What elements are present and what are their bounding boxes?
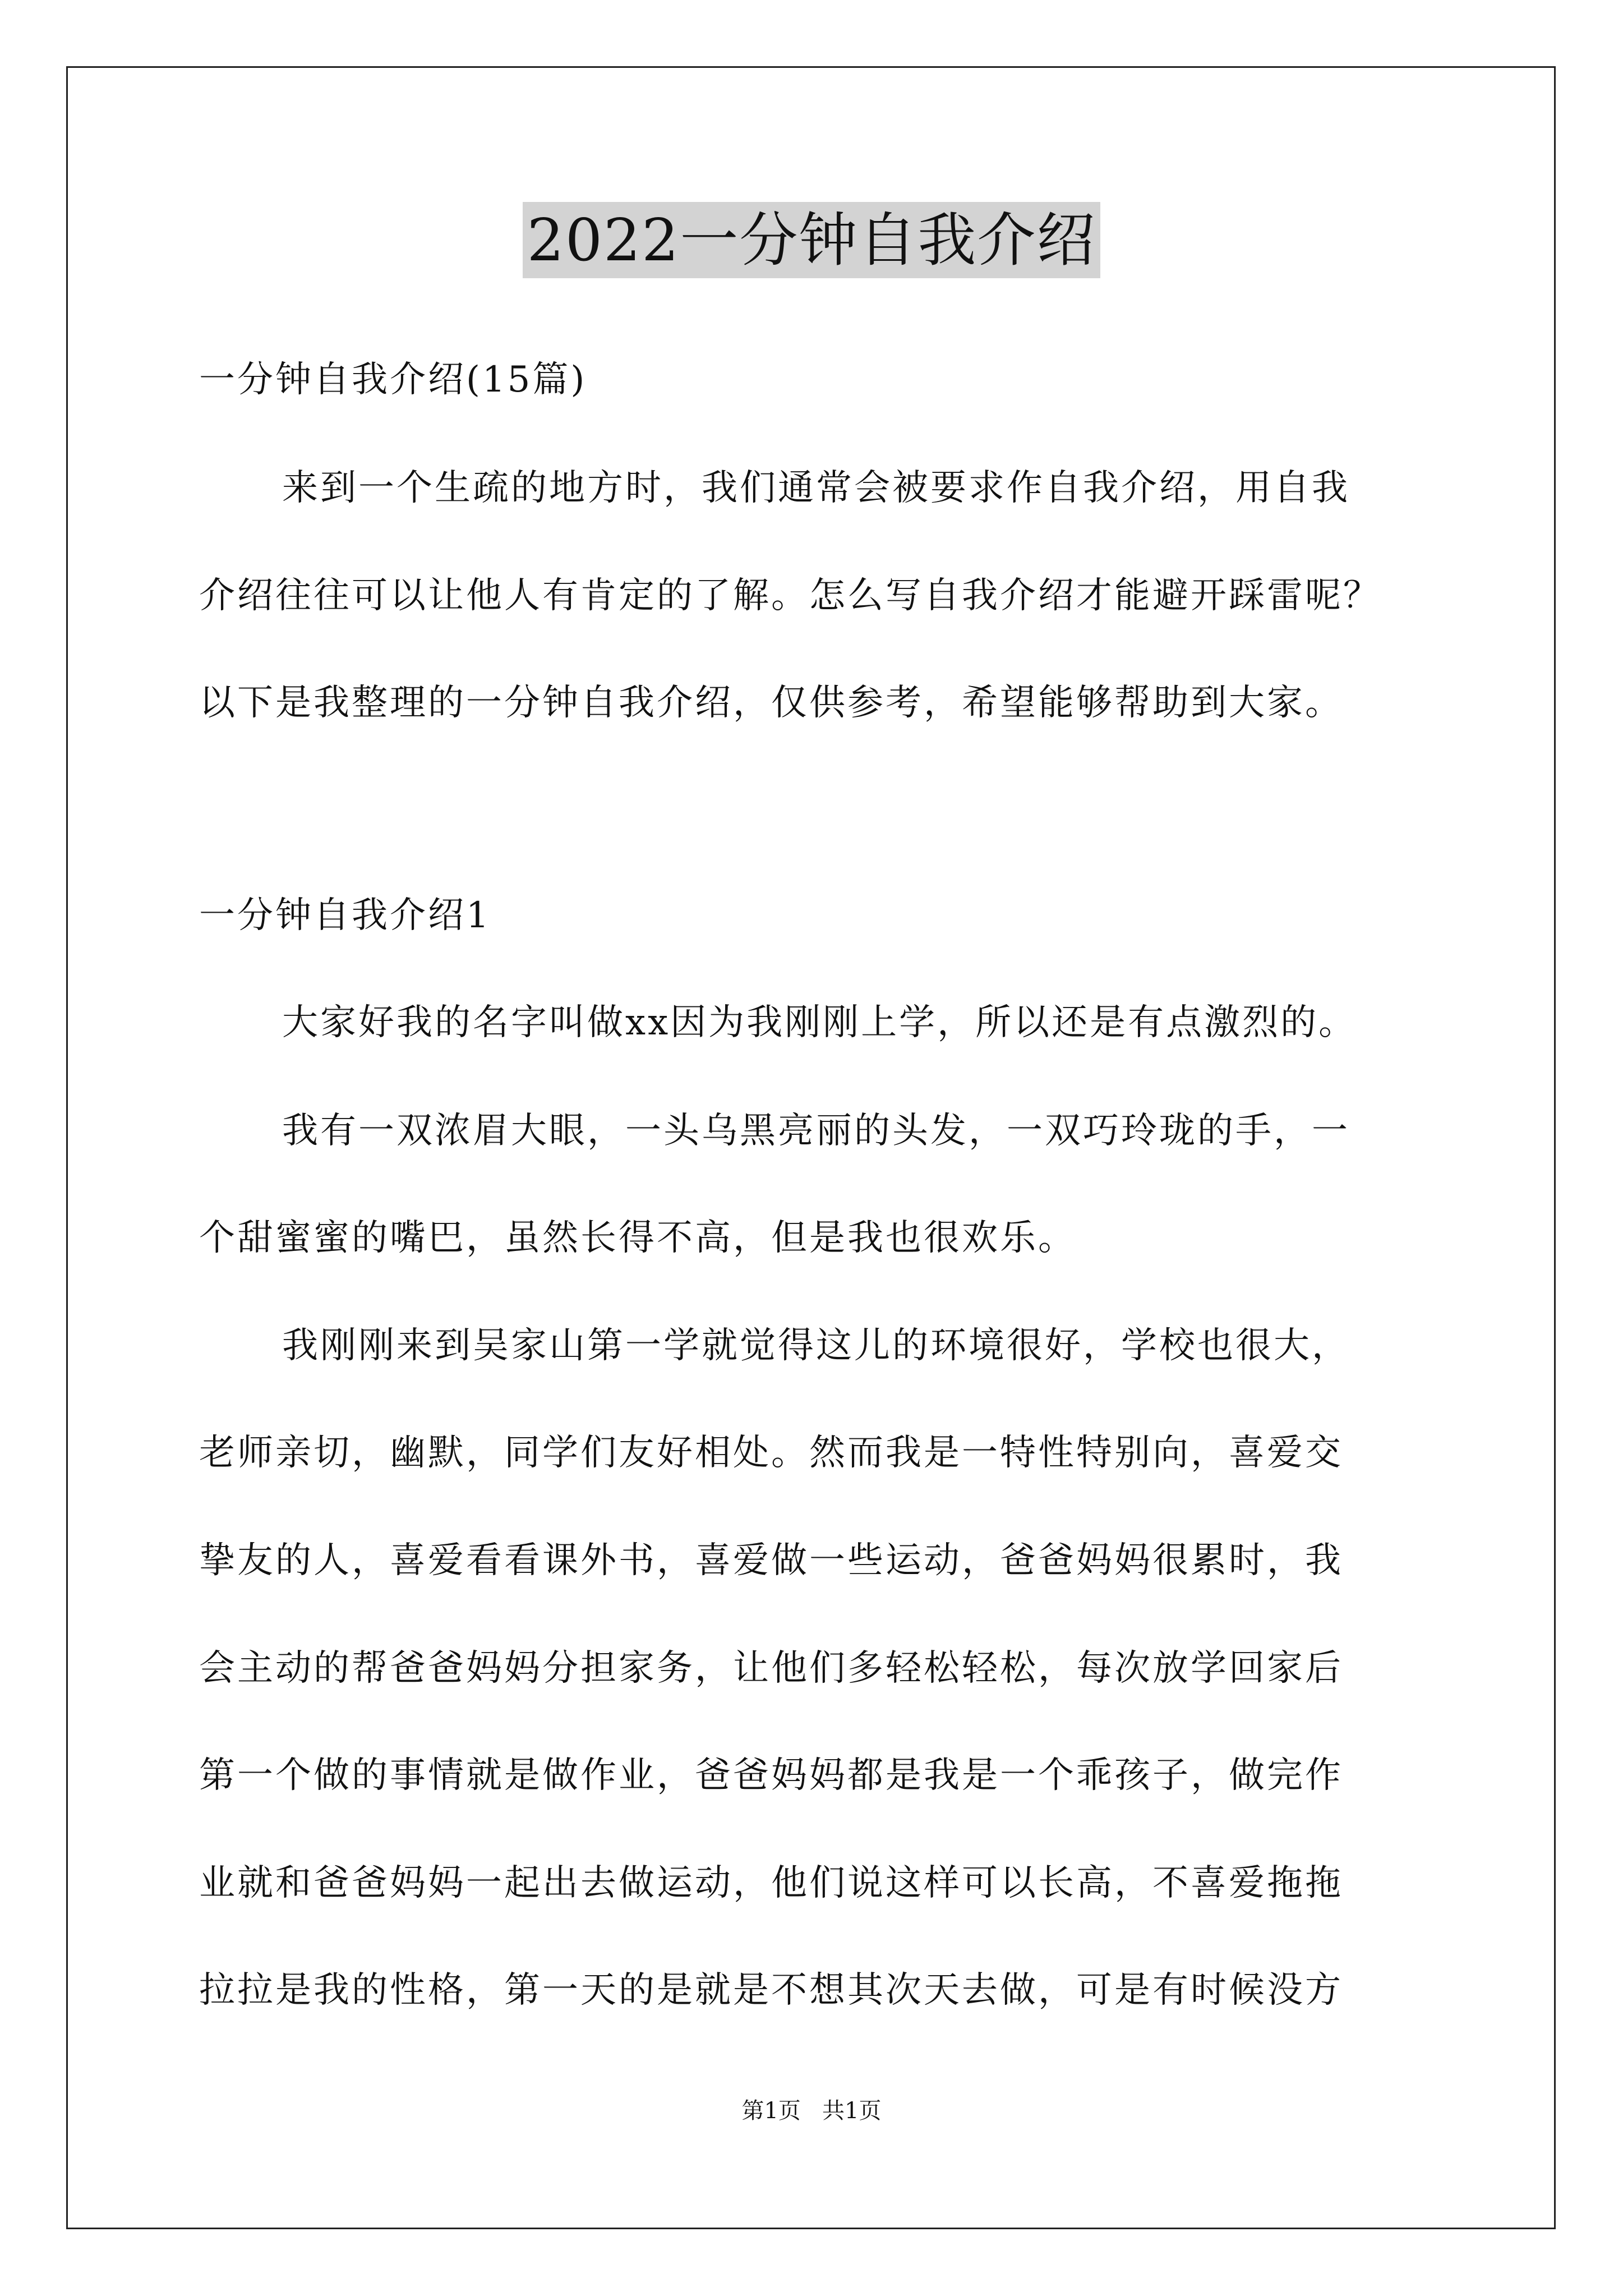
paragraph-line: 拉拉是我的性格，第一天的是就是不想其次天去做，可是有时候没方	[199, 1970, 1343, 2011]
paragraph-line: 我刚刚来到吴家山第一学就觉得这儿的环境很好，学校也很大，	[282, 1325, 1350, 1366]
intro-line: 来到一个生疏的地方时，我们通常会被要求作自我介绍，用自我	[282, 467, 1350, 509]
paragraph-line: 业就和爸爸妈妈一起出去做运动，他们说这样可以长高，不喜爱拖拖	[199, 1862, 1343, 1904]
paragraph-line: 挚友的人，喜爱看看课外书，喜爱做一些运动，爸爸妈妈很累时，我	[199, 1540, 1343, 1581]
intro-line: 介绍往往可以让他人有肯定的了解。怎么写自我介绍才能避开踩雷呢？	[199, 575, 1381, 616]
title-container	[0, 202, 1623, 278]
paragraph-line: 大家好我的名字叫做xx因为我刚刚上学，所以还是有点激烈的。	[282, 1002, 1357, 1043]
section-heading: 一分钟自我介绍1	[199, 895, 491, 936]
paragraph-line: 第一个做的事情就是做作业，爸爸妈妈都是我是一个乖孩子，做完作	[199, 1755, 1343, 1796]
paragraph-line: 会主动的帮爸爸妈妈分担家务，让他们多轻松轻松，每次放学回家后	[199, 1648, 1343, 1689]
document-title: 2022一分钟自我介绍	[523, 202, 1101, 278]
page-footer: 第1页 共1页	[741, 2098, 882, 2124]
paragraph-line: 老师亲切，幽默，同学们友好相处。然而我是一特性特别向，喜爱交	[199, 1432, 1343, 1474]
subtitle: 一分钟自我介绍(15篇)	[199, 359, 587, 401]
intro-line: 以下是我整理的一分钟自我介绍，仅供参考，希望能够帮助到大家。	[199, 682, 1343, 724]
paragraph-line: 个甜蜜蜜的嘴巴，虽然长得不高，但是我也很欢乐。	[199, 1217, 1076, 1259]
paragraph-line: 我有一双浓眉大眼，一头乌黑亮丽的头发，一双巧玲珑的手，一	[282, 1110, 1350, 1152]
